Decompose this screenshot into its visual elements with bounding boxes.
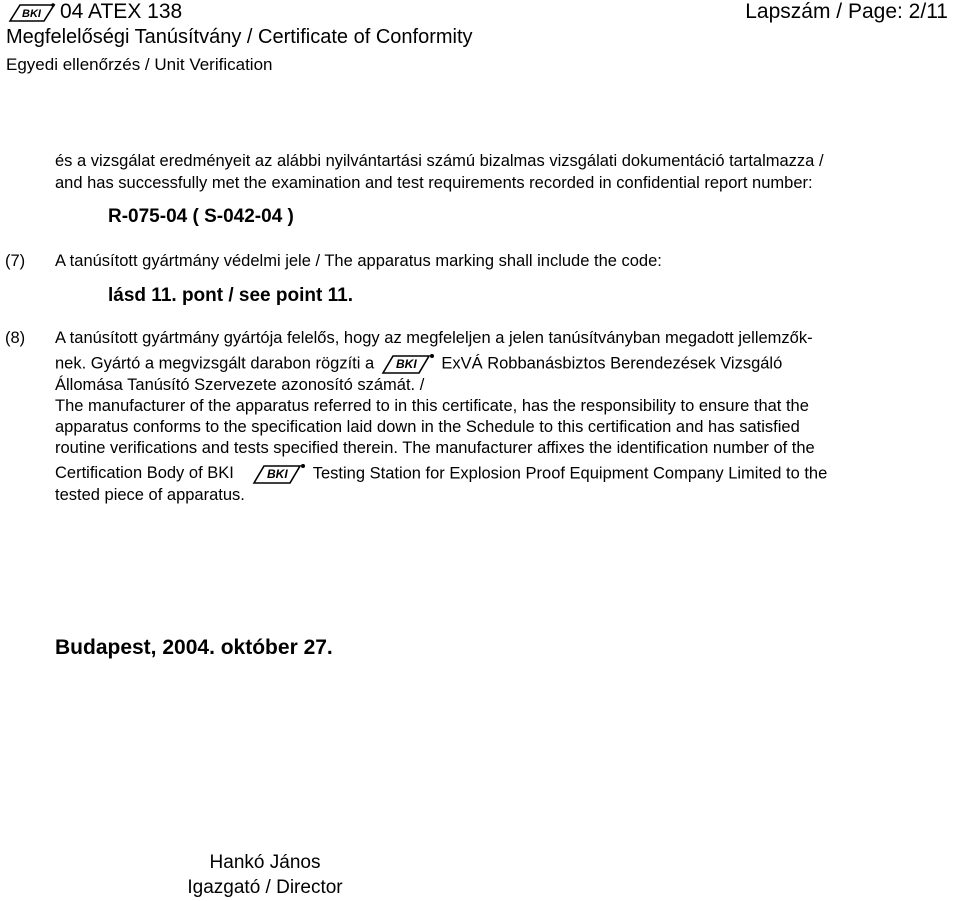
header-logo	[6, 2, 58, 24]
item-8-text: ExVÁ Robbanásbiztos Berendezések Vizsgáló	[441, 354, 783, 373]
item-8-line: The manufacturer of the apparatus referred to in this certificate, has the responsibility to ensure that the	[55, 397, 809, 415]
signatory-title: Igazgató / Director	[187, 877, 343, 898]
intro-line-hu: és a vizsgálat eredményeit az alábbi nyilvántartási számú bizalmas vizsgálati dokumentáció tartalmazza /	[55, 152, 824, 170]
item-8-text: nek. Gyártó a megvizsgált darabon rögzíti a	[55, 354, 375, 373]
document-subtitle: Egyedi ellenőrzés / Unit Verification	[6, 55, 273, 74]
signatory	[170, 850, 360, 900]
certificate-number: 04 ATEX 138	[60, 0, 183, 23]
document-title: Megfelelőségi Tanúsítvány / Certificate of Conformity	[6, 26, 473, 48]
bki-logo-icon	[6, 2, 58, 24]
intro-line-en: and has successfully met the examination and test requirements recorded in confidential report number:	[55, 174, 813, 192]
bki-logo-icon	[379, 353, 437, 375]
item-8-text: Testing Station for Explosion Proof Equipment Company Limited to the	[312, 464, 828, 483]
report-number: R-075-04 ( S-042-04 )	[108, 206, 294, 227]
item-7-number: (7)	[5, 252, 26, 270]
svg-text:BKI: BKI	[267, 467, 289, 481]
bki-logo-icon	[250, 463, 308, 485]
item-8-line	[55, 463, 946, 485]
item-8-text	[55, 464, 313, 482]
item-8-line: tested piece of apparatus.	[55, 486, 245, 504]
item-8-paragraph	[55, 328, 946, 506]
item-8-line	[55, 353, 946, 375]
svg-text:BKI: BKI	[395, 357, 417, 371]
page-indicator: Lapszám / Page: 2/11	[745, 0, 948, 23]
item-8-line: apparatus conforms to the specification laid down in the Schedule to this certification and has satisfied	[55, 418, 800, 436]
item-8-line: routine verifications and tests specified therein. The manufacturer affixes the identification number of the	[55, 439, 815, 457]
signatory-name: Hankó János	[209, 852, 321, 873]
item-8-line: Állomása Tanúsító Szervezete azonosító számát. /	[55, 376, 425, 394]
item-7-text: A tanúsított gyártmány védelmi jele / The apparatus marking shall include the code:	[55, 252, 662, 270]
item-7-value: lásd 11. pont / see point 11.	[108, 285, 353, 306]
svg-text:BKI: BKI	[22, 8, 41, 20]
item-8-text-part: Certification Body of BKI	[55, 464, 234, 483]
item-8-number: (8)	[5, 329, 26, 347]
item-8-line: A tanúsított gyártmány gyártója felelős, hogy az megfeleljen a jelen tanúsítványban megadott jellemzők-	[55, 329, 813, 347]
place-date: Budapest, 2004. október 27.	[55, 636, 333, 659]
